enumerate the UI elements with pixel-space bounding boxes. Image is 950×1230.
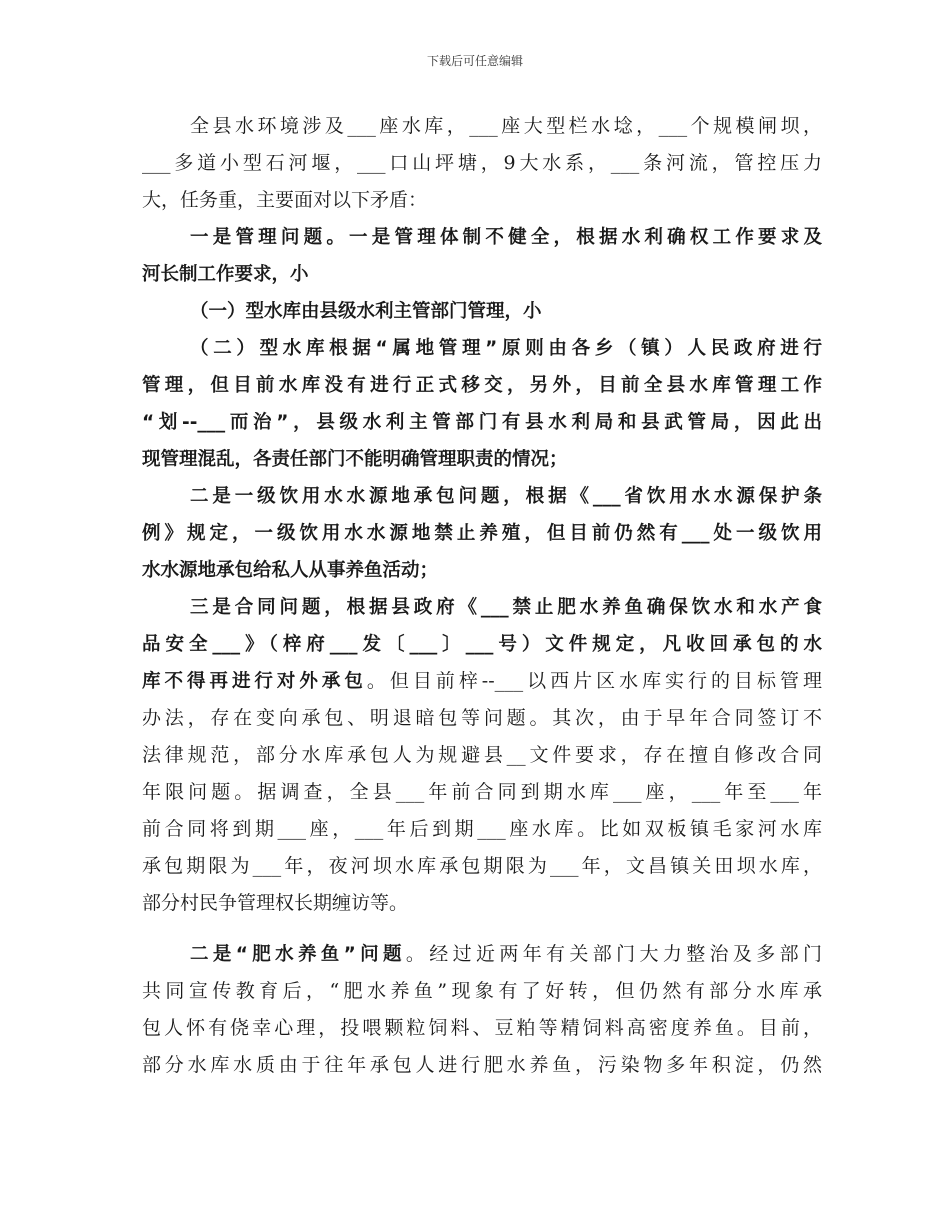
text-line [142,145,822,182]
regular-text: 法律规范，部分水库承包人为规避县__文件要求，存在擅自修改合同 [142,744,822,766]
text-line [142,330,822,367]
bold-text: 管理，但目前水库没有进行正式移交，另外，目前全县水库管理工作 [142,375,822,396]
text-line [142,936,822,973]
text-line [142,885,822,922]
regular-text: 。经过近两年有关部门大力整治及多部门 [405,943,822,965]
text-line [142,1047,822,1084]
bold-text: 一是管理问题。一是管理体制不健全，根据水利确权工作要求及 [190,227,822,248]
regular-text: 部分村民争管理权长期缠访等。 [142,892,409,914]
text-line [142,700,822,737]
text-line [142,256,822,293]
document-body [142,108,822,1084]
regular-text: 共同宣传教育后，“肥水养鱼”现象有了好转，但仍然有部分水库承 [142,980,822,1002]
text-line [142,293,822,330]
regular-text: ___多道小型石河堰，___口山坪塘，9大水系，___条河流，管控压力 [142,152,822,174]
text-line [142,478,822,515]
regular-text: 部分水库水质由于往年承包人进行肥水养鱼，污染物多年积淀，仍然 [142,1054,822,1076]
regular-text: 承包期限为___年，夜河坝水库承包期限为___年，文昌镇关田坝水库， [142,855,822,877]
regular-text: 。但目前梓--___以西片区水库实行的目标管理 [366,670,822,692]
text-line [142,1010,822,1047]
text-line [142,441,822,478]
bold-text: （一）型水库由县级水利主管部门管理，小 [190,301,542,322]
regular-text: 全县水环境涉及___座水库，___座大型栏水埝，___个规模闸坝， [190,115,822,137]
regular-text: 办法，存在变向承包、明退暗包等问题。其次，由于早年合同签订不 [142,707,822,729]
text-line [142,589,822,626]
bold-text: 二是一级饮用水水源地承包问题，根据《___省饮用水水源保护条 [190,486,822,507]
regular-text: 前合同将到期___座，___年后到期___座水库。比如双板镇毛家河水库 [142,818,822,840]
bold-text: 现管理混乱，各责任部门不能明确管理职责的情况； [142,449,568,470]
bold-text: “划--___而治”，县级水利主管部门有县水利局和县武管局，因此出 [142,412,822,433]
paragraph-gap [142,922,822,936]
regular-text: 大，任务重，主要面对以下矛盾： [142,189,428,211]
bold-text: 河长制工作要求，小 [142,264,309,285]
bold-text: 水水源地承包给私人从事养鱼活动； [142,560,439,581]
text-line [142,219,822,256]
bold-text: 库不得再进行对外承包 [142,671,367,692]
bold-text: （二）型水库根据“属地管理”原则由各乡（镇）人民政府进行 [190,338,822,359]
page-header: 下载后可任意编辑 [426,54,523,68]
bold-text: 例》规定，一级饮用水水源地禁止养殖，但目前仍然有___处一级饮用 [142,523,822,544]
regular-text: 包人怀有侥幸心理，投喂颗粒饲料、豆粕等精饲料高密度养鱼。目前， [142,1017,822,1039]
text-line [142,626,822,663]
bold-text: 品安全___》（梓府___发〔___〕___号）文件规定，凡收回承包的水 [142,634,822,655]
text-line [142,811,822,848]
text-line [142,182,822,219]
text-line [142,737,822,774]
regular-text: 年限问题。据调查，全县___年前合同到期水库___座，___年至___年 [142,781,822,803]
text-line [142,848,822,885]
bold-text: 二是“肥水养鱼”问题 [190,944,406,965]
text-line [142,552,822,589]
text-line [142,404,822,441]
text-line [142,108,822,145]
text-line [142,973,822,1010]
text-line [142,515,822,552]
text-line [142,367,822,404]
text-line [142,774,822,811]
bold-text: 三是合同问题，根据县政府《___禁止肥水养鱼确保饮水和水产食 [190,597,822,618]
text-line [142,663,822,700]
